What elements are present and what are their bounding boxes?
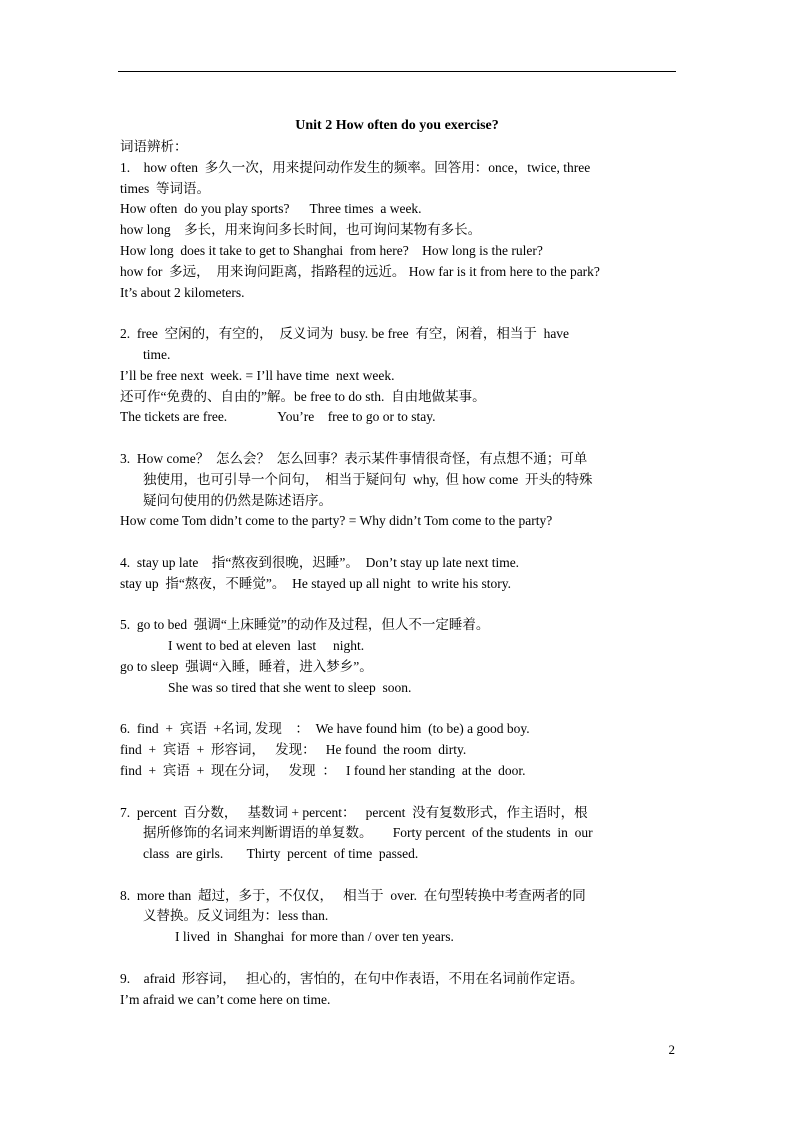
section-heading: 词语辨析：: [120, 139, 188, 154]
text-line: The tickets are free. You’re free to go or to stay.: [120, 409, 436, 425]
text-line: 6. find + 宾语 +名词, 发现 ： We have found him (to be) a good boy.: [120, 721, 530, 737]
blank-line: [120, 699, 686, 720]
text-line: 4. stay up late 指“熬夜到很晚，迟睡”。 Don’t stay up late next time.: [120, 554, 520, 570]
text-line: 8. more than 超过，多于，不仅仅， 相当于 over. 在句型转换中考查两者的同: [120, 887, 586, 903]
blank-line: [120, 532, 686, 553]
document-body: [120, 137, 686, 1010]
blank-line: [120, 948, 686, 969]
text-line: go to sleep 强调“入睡，睡着，进入梦乡”。: [120, 658, 373, 674]
text-line: She was so tired that she went to sleep soon.: [168, 679, 412, 695]
text-line: find + 宾语 + 现在分词， 发现 ： I found her standing at the door.: [120, 762, 526, 778]
text-line: 3. How come？ 怎么会？ 怎么回事？表示某件事情很奇怪，有点想不通；可单: [120, 450, 588, 466]
page-number: 2: [668, 1042, 675, 1057]
text-line: I lived in Shanghai for more than / over ten years.: [175, 929, 454, 945]
text-line: 据所修饰的名词来判断谓语的单复数。 Forty percent of the students in our: [143, 825, 593, 841]
text-line: How long does it take to get to Shanghai from here? How long is the ruler?: [120, 242, 543, 258]
text-line: 义替换。反义词组为：less than.: [143, 908, 329, 924]
blank-line: [120, 782, 686, 803]
header-rule: [118, 71, 676, 72]
blank-line: [120, 303, 686, 324]
text-line: 7. percent 百分数， 基数词 + percent： percent 没有复数形式，作主语时，根: [120, 804, 588, 820]
blank-line: [120, 595, 686, 616]
text-line: 独使用，也可引导一个问句， 相当于疑问句 why, 但 how come 开头的特殊: [143, 471, 593, 487]
text-line: how long 多长，用来询问多长时间，也可询问某物有多长。: [120, 222, 482, 238]
text-line: It’s about 2 kilometers.: [120, 284, 245, 300]
text-line: 9. afraid 形容词， 担心的，害怕的，在句中作表语，不用在名词前作定语。: [120, 970, 584, 986]
text-line: I’ll be free next week. = I’ll have time next week.: [120, 367, 395, 383]
text-line: 5. go to bed 强调“上床睡觉”的动作及过程，但人不一定睡着。: [120, 617, 490, 633]
text-line: time.: [143, 346, 171, 362]
text-line: How often do you play sports? Three times a week.: [120, 201, 422, 217]
text-line: How come Tom didn’t come to the party? = Why didn’t Tom come to the party?: [120, 513, 553, 529]
text-line: 还可作“免费的、自由的”解。be free to do sth. 自由地做某事。: [120, 388, 486, 404]
text-line: stay up 指“熬夜，不睡觉”。 He stayed up all night to write his story.: [120, 575, 511, 591]
blank-line: [120, 865, 686, 886]
text-line: 疑问句使用的仍然是陈述语序。: [143, 492, 332, 508]
text-line: find + 宾语 + 形容词， 发现： He found the room dirty.: [120, 742, 467, 758]
text-line: how for 多远， 用来询问距离，指路程的远近。 How far is it from here to the park?: [120, 263, 600, 279]
blank-line: [120, 428, 686, 449]
text-line: class are girls. Thirty percent of time passed.: [143, 846, 419, 862]
text-line: I went to bed at eleven last night.: [168, 638, 365, 654]
text-line: I’m afraid we can’t come here on time.: [120, 991, 331, 1007]
text-line: 2. free 空闲的，有空的， 反义词为 busy. be free 有空，闲着，相当于 have: [120, 326, 570, 342]
text-line: 1. how often 多久一次，用来提问动作发生的频率。回答用：once，twice, three: [120, 159, 591, 175]
text-line: times 等词语。: [120, 180, 210, 196]
page-title: Unit 2 How often do you exercise?: [295, 118, 499, 133]
